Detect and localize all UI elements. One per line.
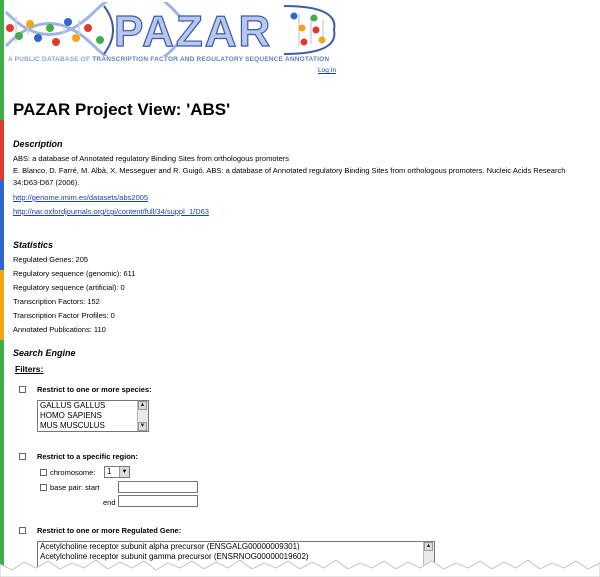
basepair-start-input[interactable] xyxy=(118,481,198,493)
species-option[interactable]: MUS MUSCULUS xyxy=(40,421,105,430)
paper-link[interactable]: http://nar.oxfordjournals.org/cgi/content/full/34/suppl_1/D63 xyxy=(13,207,209,216)
species-listbox[interactable] xyxy=(37,400,149,432)
search-engine-heading: Search Engine xyxy=(13,348,76,358)
statistics-heading: Statistics xyxy=(13,240,54,250)
scroll-up-icon[interactable]: ▲ xyxy=(425,543,432,549)
logo-text: PAZAR xyxy=(114,7,273,56)
stat-regulated-genes: Regulated Genes: 205 xyxy=(13,255,89,264)
chromosome-checkbox[interactable] xyxy=(40,469,47,476)
chromosome-label: chromosome: xyxy=(50,468,96,477)
torn-edge xyxy=(0,556,600,577)
chromosome-select[interactable]: 1 ▼ xyxy=(104,466,130,478)
stat-tf-profiles: Transcription Factor Profiles: 0 xyxy=(13,311,115,320)
basepair-start-label: base pair: start xyxy=(50,483,100,492)
species-option[interactable]: GALLUS GALLUS xyxy=(40,401,106,410)
pazar-logo[interactable] xyxy=(4,2,339,56)
basepair-end-input[interactable] xyxy=(118,495,198,507)
tagline: A PUBLIC DATABASE OF TRANSCRIPTION FACTOR AND REGULATORY SEQUENCE ANNOTATION xyxy=(8,56,330,63)
login-link[interactable]: Log In xyxy=(318,67,337,74)
scroll-up-icon[interactable]: ▲ xyxy=(139,402,146,408)
stat-regulatory-artificial: Regulatory sequence (artificial): 0 xyxy=(13,283,125,292)
gene-filter-label: Restrict to one or more Regulated Gene: xyxy=(37,526,182,535)
species-option[interactable]: HOMO SAPIENS xyxy=(40,411,102,420)
scroll-down-icon[interactable]: ▼ xyxy=(139,423,146,429)
species-filter-checkbox[interactable] xyxy=(19,386,26,393)
description-heading: Description xyxy=(13,139,63,149)
gene-filter-checkbox[interactable] xyxy=(19,527,26,534)
site-header xyxy=(4,0,600,80)
description-summary: ABS: a database of Annotated regulatory Binding Sites from orthologous promoters xyxy=(13,154,289,163)
page-title: PAZAR Project View: 'ABS' xyxy=(13,100,231,119)
filters-label: Filters: xyxy=(15,364,44,374)
region-filter-label: Restrict to a specific region: xyxy=(37,452,138,461)
chevron-down-icon: ▼ xyxy=(119,467,129,477)
left-color-strip xyxy=(0,0,4,577)
description-citation: E. Blanco, D. Farré, M. Albà, X. Messeguer and R. Guigó. ABS: a database of Annotated regulatory Binding Sites from orthologous promoters. Nucleic Acids Research 34:D63-D67 (2006). xyxy=(13,166,566,187)
stat-publications: Annotated Publications: 110 xyxy=(13,325,106,334)
gene-option[interactable]: Acetylcholine receptor subunit alpha precursor (ENSGALG00000009301) xyxy=(40,542,300,551)
basepair-checkbox[interactable] xyxy=(40,484,47,491)
stat-transcription-factors: Transcription Factors: 152 xyxy=(13,297,100,306)
basepair-end-label: end xyxy=(103,498,116,507)
region-filter-checkbox[interactable] xyxy=(19,453,26,460)
stat-regulatory-genomic: Regulatory sequence (genomic): 611 xyxy=(13,269,136,278)
dataset-link[interactable]: http://genome.imim.es/datasets/abs2005 xyxy=(13,193,149,202)
gene-option[interactable]: Acetylcholine receptor subunit gamma precursor (ENSRNOG00000019602) xyxy=(40,552,309,561)
species-filter-label: Restrict to one or more species: xyxy=(37,385,152,394)
species-scrollbar[interactable] xyxy=(137,401,148,431)
